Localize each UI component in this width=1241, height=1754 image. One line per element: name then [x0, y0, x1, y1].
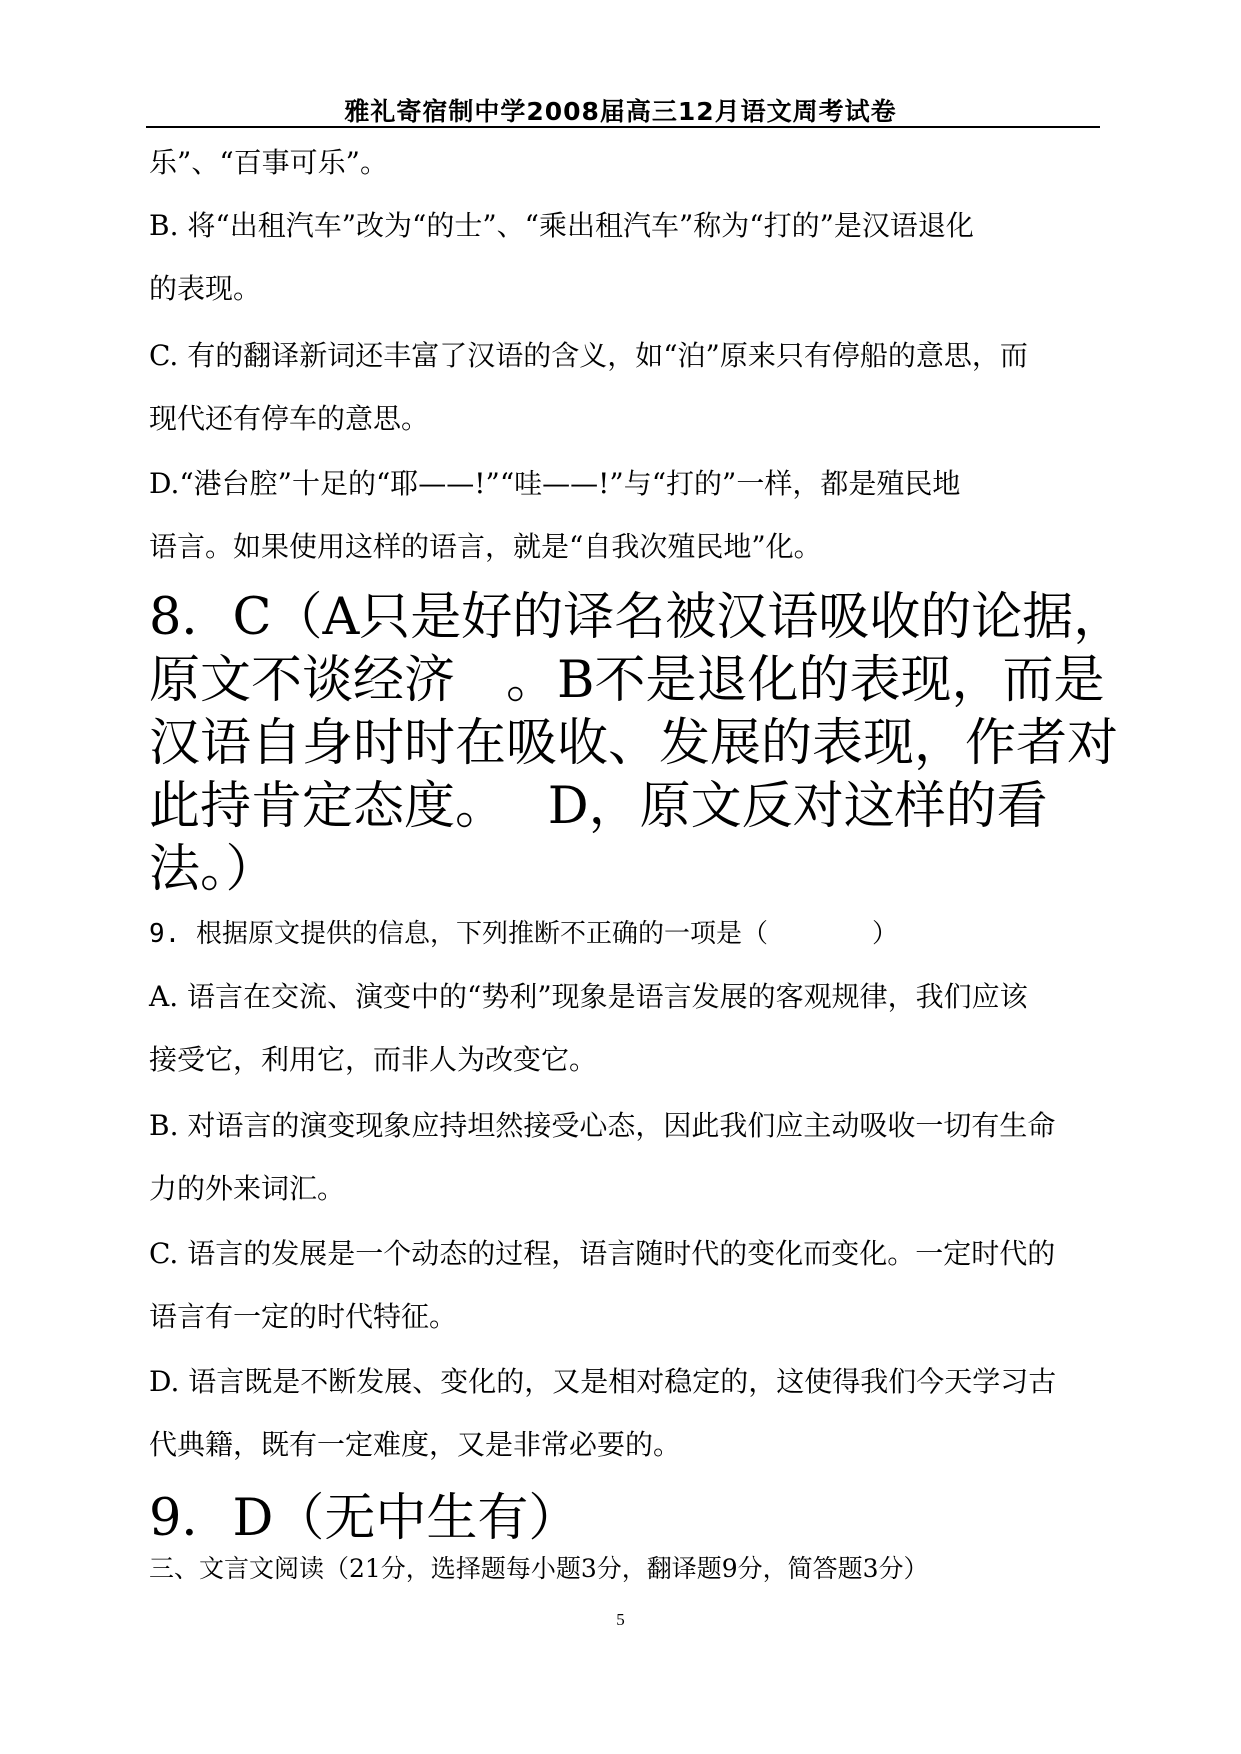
q8-option-a-tail: 乐”、“百事可乐”。 [149, 146, 388, 179]
q9-option-a-line1: A. 语言在交流、演变中的“势利”现象是语言发展的客观规律，我们应该 [149, 980, 1028, 1013]
q8-option-d-line1: D.“港台腔”十足的“耶——!”“哇——!”与“打的”一样，都是殖民地 [149, 467, 961, 500]
q9-option-d-line1: D. 语言既是不断发展、变化的，又是相对稳定的，这使得我们今天学习古 [149, 1365, 1057, 1398]
answer8-line3: 汉语自身时时在吸收、发展的表现，作者对 [149, 714, 1119, 773]
header-divider [146, 126, 1100, 128]
q8-option-c-line2: 现代还有停车的意思。 [149, 402, 430, 435]
answer8-line5: 法。） [149, 840, 277, 899]
question9-stem: 9. 根据原文提供的信息，下列推断不正确的一项是（ ） [149, 919, 898, 949]
answer9-line1: 9．D（无中生有） [149, 1489, 580, 1548]
q8-option-b-line1: B. 将“出租汽车”改为“的士”、“乘出租汽车”称为“打的”是汉语退化 [149, 209, 974, 242]
section3-heading: 三、文言文阅读（21分，选择题每小题3分，翻译题9分，简答题3分） [149, 1554, 929, 1583]
q9-option-c-line2: 语言有一定的时代特征。 [149, 1300, 458, 1333]
answer8-line2: 原文不谈经济 。B不是退化的表现，而是 [149, 651, 1105, 710]
page-number: 5 [616, 1610, 625, 1629]
answer8-line4: 此持肯定态度。 D，原文反对这样的看 [149, 777, 1048, 836]
q8-option-b-line2: 的表现。 [149, 272, 262, 305]
q9-option-d-line2: 代典籍，既有一定难度，又是非常必要的。 [149, 1428, 682, 1461]
q9-option-b-line2: 力的外来词汇。 [149, 1172, 346, 1205]
q9-option-b-line1: B. 对语言的演变现象应持坦然接受心态，因此我们应主动吸收一切有生命 [149, 1109, 1056, 1142]
answer8-line1: 8．C（A只是好的译名被汉语吸收的论据， [149, 588, 1125, 647]
page-header-title: 雅礼寄宿制中学2008届高三12月语文周考试卷 [344, 97, 897, 126]
q8-option-c-line1: C. 有的翻译新词还丰富了汉语的含义，如“泊”原来只有停船的意思，而 [149, 339, 1028, 372]
q9-option-c-line1: C. 语言的发展是一个动态的过程，语言随时代的变化而变化。一定时代的 [149, 1237, 1056, 1270]
q9-option-a-line2: 接受它，利用它，而非人为改变它。 [149, 1043, 598, 1076]
q8-option-d-line2: 语言。如果使用这样的语言，就是“自我次殖民地”化。 [149, 530, 822, 563]
